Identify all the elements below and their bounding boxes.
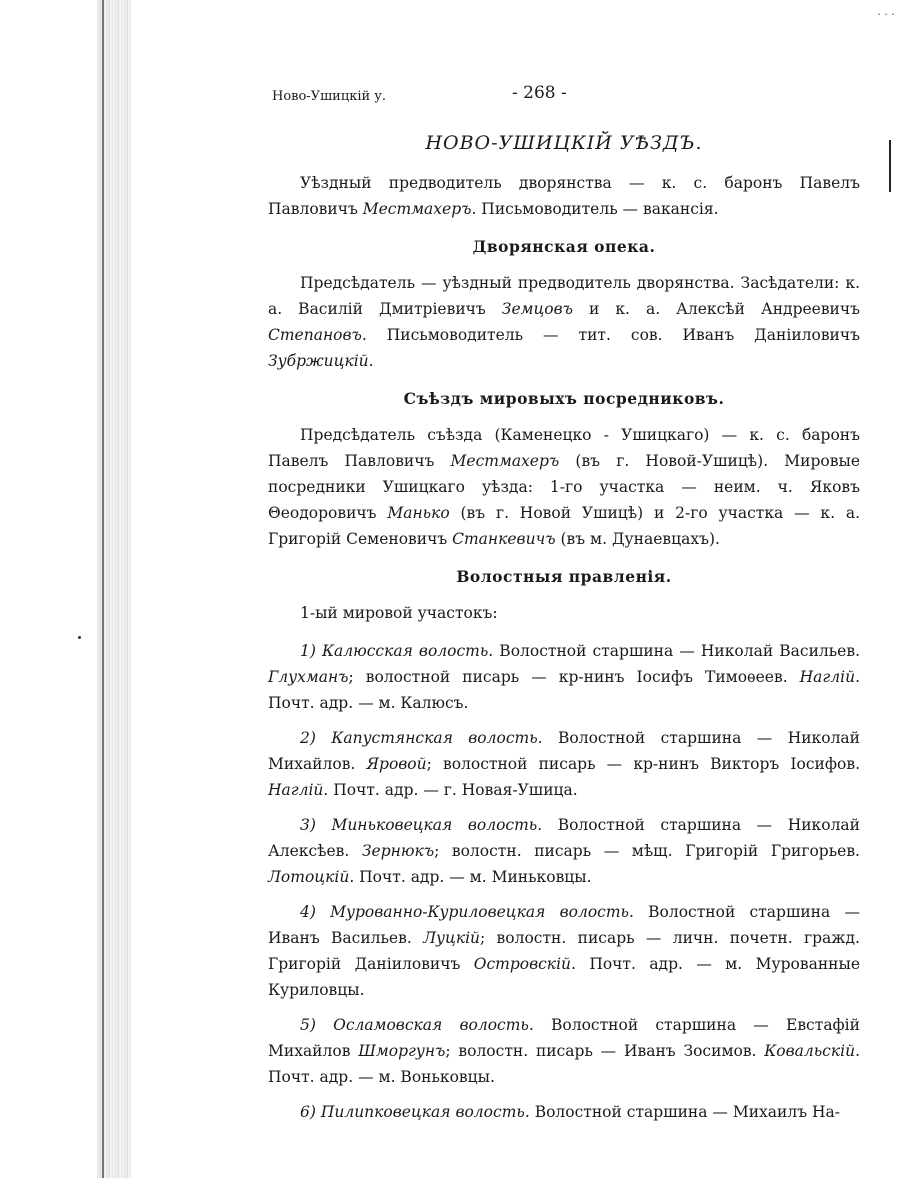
text: Волостной старшина — Михаилъ На-	[529, 1103, 841, 1121]
intro-paragraph	[268, 170, 860, 222]
running-head: Ново-Ушицкій у.	[272, 89, 387, 104]
person-name: Станкевичъ	[452, 530, 556, 548]
text: . Почт. адр. — м. Воньковцы.	[268, 1042, 860, 1086]
text: ; волостной писарь — кр-нинъ Викторъ Іосифов.	[426, 755, 860, 773]
text: Волостной старшина — Николай Алексѣев.	[268, 816, 860, 860]
text: Волостной старшина — Николай Васильев.	[493, 642, 861, 660]
person-name: Наглій	[268, 781, 324, 799]
text: . Письмоводитель — тит. сов. Иванъ Даніиловичъ	[361, 326, 860, 344]
person-name: Наглій	[799, 668, 856, 686]
text: ; волостной писарь — кр-нинъ Іосифъ Тимоѳеев.	[348, 668, 800, 686]
volost-name: 3) Миньковецкая волость.	[300, 816, 543, 834]
text: (въ г. Новой Ушицѣ) и 2-го участка — к. а. Григорій Семеновичъ	[268, 504, 861, 548]
person-name: Местмахеръ	[450, 452, 560, 470]
text: ; волостн. писарь — мѣщ. Григорій Григорьев.	[434, 842, 860, 860]
text: . Почт. адр. — м. Мурованные Куриловцы.	[268, 955, 860, 999]
volost-entries	[268, 638, 860, 1125]
volost-entry	[268, 725, 860, 803]
volost-entry	[268, 638, 860, 716]
person-name: Луцкій	[423, 929, 481, 947]
volost-entry	[268, 899, 860, 1003]
person-name: Степановъ	[268, 326, 362, 344]
scan-edge-line	[102, 0, 104, 1178]
text: Предсѣдатель съѣзда (Каменецко - Ушицкаго) — к. с. баронъ Павелъ Павловичъ	[268, 426, 860, 470]
text: ; волостн. писарь — Иванъ Зосимов.	[445, 1042, 765, 1060]
person-name: Манько	[387, 504, 450, 522]
text: (въ м. Дунаевцахъ).	[555, 530, 720, 548]
volost-name: 5) Осламовская волость.	[300, 1016, 534, 1034]
person-name: Лотоцкій	[268, 868, 350, 886]
page-number: - 268 -	[512, 83, 567, 103]
text: Уѣздный предводитель дворянства — к. с. баронъ Павелъ Павловичъ	[268, 174, 860, 218]
person-name: Земцовъ	[501, 300, 573, 318]
text: . Письмоводитель — вакансія.	[471, 200, 719, 218]
section-title: НОВО-УШИЦКІЙ УѢЗДЪ.	[425, 132, 703, 154]
opeka-paragraph	[268, 270, 860, 374]
scan-right-mark	[889, 140, 891, 192]
scan-corner-mark: ˙˙˙	[876, 12, 897, 26]
text: Предсѣдатель — уѣздный предводитель дворянства. Засѣдатели: к. а. Василій Дмитріевичъ	[268, 274, 860, 318]
text: (въ г. Новой-Ушицѣ). Мировые посредники Ушицкаго уѣзда: 1-го участка — неим. ч. Яковъ Θеодоровичъ	[268, 452, 860, 522]
text: . Почт. адр. — м. Калюсъ.	[268, 668, 860, 712]
person-name: Шморгунъ	[358, 1042, 446, 1060]
scan-dot	[78, 636, 81, 639]
text: .	[368, 352, 374, 370]
person-name: Зернюкъ	[361, 842, 435, 860]
text: Волостной старшина — Николай Михайлов.	[268, 729, 860, 773]
text: . Почт. адр. — г. Новая-Ушица.	[323, 781, 578, 799]
person-name: Ковальскій	[764, 1042, 856, 1060]
volost-name: 1) Калюсская волость.	[300, 642, 494, 660]
volost-entry	[268, 812, 860, 890]
person-name: Островскій	[473, 955, 572, 973]
person-name: Зубржицкій	[268, 352, 369, 370]
text: Волостной старшина — Евстафій Михайлов	[268, 1016, 860, 1060]
heading-opeka: Дворянская опека.	[472, 237, 656, 256]
heading-volost: Волостныя правленія.	[456, 567, 672, 586]
person-name: Яровой	[366, 755, 427, 773]
volost-name: 6) Пилипковецкая волость.	[300, 1103, 530, 1121]
volost-entry	[268, 1012, 860, 1090]
document-page	[268, 80, 860, 1134]
text: . Почт. адр. — м. Миньковцы.	[349, 868, 592, 886]
person-name: Местмахеръ	[362, 200, 472, 218]
volost-name: 4) Мурованно-Куриловецкая волость.	[300, 903, 634, 921]
heading-sezd: Съѣздъ мировыхъ посредниковъ.	[403, 389, 725, 408]
text: Волостной старшина — Иванъ Васильев.	[268, 903, 860, 947]
person-name: Глухманъ	[268, 668, 349, 686]
subheading-uchastok: 1-ый мировой участокъ:	[300, 604, 498, 622]
page-header	[268, 80, 860, 110]
text: ; волостн. писарь — личн. почетн. гражд. Григорій Даніиловичъ	[268, 929, 860, 973]
volost-name: 2) Капустянская волость.	[300, 729, 543, 747]
volost-entry	[268, 1099, 860, 1125]
sezd-paragraph	[268, 422, 860, 552]
text: и к. а. Алексѣй Андреевичъ	[572, 300, 860, 318]
